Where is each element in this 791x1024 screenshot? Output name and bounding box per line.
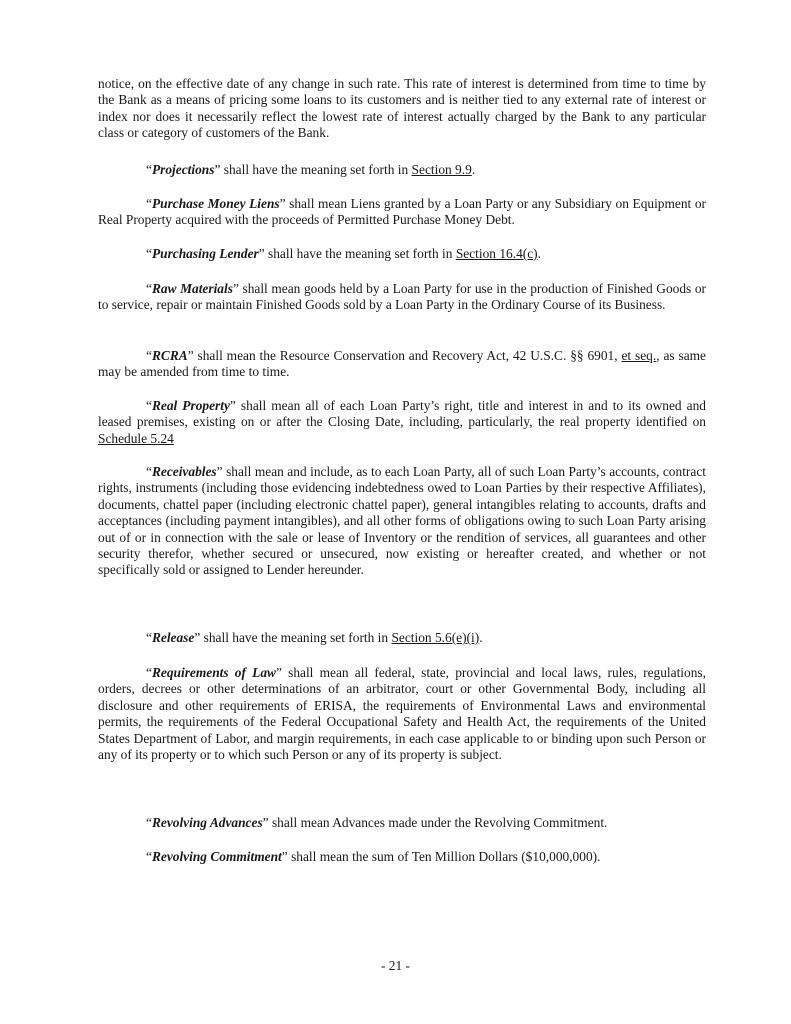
definition-text: shall mean the sum of Ten Million Dollars ($10,000,000). <box>287 849 601 864</box>
defined-term: Projections <box>151 162 215 177</box>
close-quote: ” <box>214 162 221 177</box>
defined-term: Raw Materials <box>151 281 233 296</box>
close-quote: ” <box>232 281 239 296</box>
definition-text: shall mean the Resource Conservation and Recovery Act, 42 U.S.C. §§ 6901, <box>193 348 622 363</box>
definition-projections <box>98 162 706 178</box>
cross-reference: et seq. <box>621 348 657 363</box>
definition-purchase-money-liens <box>98 196 706 229</box>
definition-text: shall mean and include, as to each Loan Party, all of such Loan Party’s accounts, contract rights, instruments (including those evidencing indebtedness owed to Loan Parties by their respective Affiliates), documents, chattel paper (including electronic chattel paper), general intangibles relating to accounts, drafts and acceptances (including payment intangibles), and all other forms of obligations owing to such Loan Party arising out of or in connection with the sale or lease of Inventory or the rendition of services, all guarantees and other security therefor, whether secured or unsecured, now existing or hereafter created, and whether or not specifically sold or assigned to Lender hereunder. <box>98 464 706 578</box>
open-quote: “ <box>146 196 152 211</box>
defined-term: Revolving Commitment <box>151 849 282 864</box>
defined-term: Real Property <box>151 398 230 413</box>
open-quote: “ <box>146 348 152 363</box>
definition-text: shall mean Liens granted by a Loan Party or any Subsidiary on Equipment or Real Property acquired with the proceeds of Permitted Purchase Money Debt. <box>98 196 706 228</box>
definition-purchasing-lender <box>98 246 706 262</box>
definition-text: shall have the meaning set forth in <box>220 162 412 177</box>
open-quote: “ <box>146 815 152 830</box>
cross-reference: Section 16.4(c) <box>455 246 538 261</box>
defined-term: Purchasing Lender <box>151 246 259 261</box>
open-quote: “ <box>146 849 152 864</box>
open-quote: “ <box>146 398 152 413</box>
cross-reference: Section 5.6(e)(i) <box>391 630 480 645</box>
definition-text: shall mean all of each Loan Party’s right, title and interest in and to its owned and leased premises, existing on or after the Closing Date, including, particularly, the real property identified on <box>98 398 706 430</box>
definition-revolving-advances <box>98 815 706 831</box>
definition-text: shall mean all federal, state, provincial and local laws, rules, regulations, orders, decrees or other determinations of an arbitrator, court or other Governmental Body, including all disclosure and other requirements of ERISA, the requirements of Environmental Laws and environmental permits, the requirements of the Federal Occupational Safety and Health Act, the requirements of the United States Department of Labor, and margin requirements, in each case applicable to or binding upon such Person or any of its property or to which such Person or any of its property is subject. <box>98 665 706 763</box>
definition-requirements-of-law <box>98 665 706 763</box>
definition-text-end: , as same may be amended from time to time. <box>98 348 707 380</box>
definition-revolving-commitment <box>98 849 706 865</box>
defined-term: RCRA <box>151 348 188 363</box>
page-number: - 21 - <box>380 958 410 973</box>
definition-text-end: . <box>471 162 476 177</box>
definition-text: shall mean goods held by a Loan Party for use in the production of Finished Goods or to service, repair or maintain Finished Goods sold by a Loan Party in the Ordinary Course of its Business. <box>98 281 706 313</box>
open-quote: “ <box>146 246 152 261</box>
close-quote: ” <box>275 665 282 680</box>
definition-text: shall have the meaning set forth in <box>264 246 456 261</box>
open-quote: “ <box>146 464 152 479</box>
defined-term: Receivables <box>151 464 217 479</box>
open-quote: “ <box>146 665 152 680</box>
definition-rcra <box>98 348 706 381</box>
open-quote: “ <box>146 630 152 645</box>
open-quote: “ <box>146 281 152 296</box>
open-quote: “ <box>146 162 152 177</box>
defined-term: Requirements of Law <box>151 665 276 680</box>
definition-text-end: . <box>537 246 541 261</box>
definition-text-end: . <box>479 630 483 645</box>
close-quote: ” <box>187 348 194 363</box>
defined-term: Release <box>151 630 195 645</box>
definition-release <box>98 630 706 646</box>
close-quote: ” <box>216 464 223 479</box>
close-quote: ” <box>279 196 286 211</box>
definition-receivables <box>98 464 706 579</box>
cross-reference: Section 9.9 <box>411 162 472 177</box>
close-quote: ” <box>258 246 265 261</box>
definition-text: shall mean Advances made under the Revolving Commitment. <box>268 815 608 830</box>
close-quote: ” <box>262 815 269 830</box>
cross-reference: Schedule 5.24 <box>98 430 174 446</box>
close-quote: ” <box>194 630 201 645</box>
continuation-paragraph: notice, on the effective date of any change in such rate. This rate of interest is determined from time to time by the Bank as a means of pricing some loans to its customers and is neither tied to any external rate of interest or index nor does it necessarily reflect the lowest rate of interest actually charged by the Bank to any particular class or category of customers of the Bank. <box>98 76 706 141</box>
definition-raw-materials <box>98 281 706 314</box>
close-quote: ” <box>281 849 288 864</box>
defined-term: Revolving Advances <box>151 815 263 830</box>
definition-text: shall have the meaning set forth in <box>200 630 392 645</box>
defined-term: Purchase Money Liens <box>151 196 280 211</box>
close-quote: ” <box>229 398 236 413</box>
definition-real-property <box>98 398 706 447</box>
